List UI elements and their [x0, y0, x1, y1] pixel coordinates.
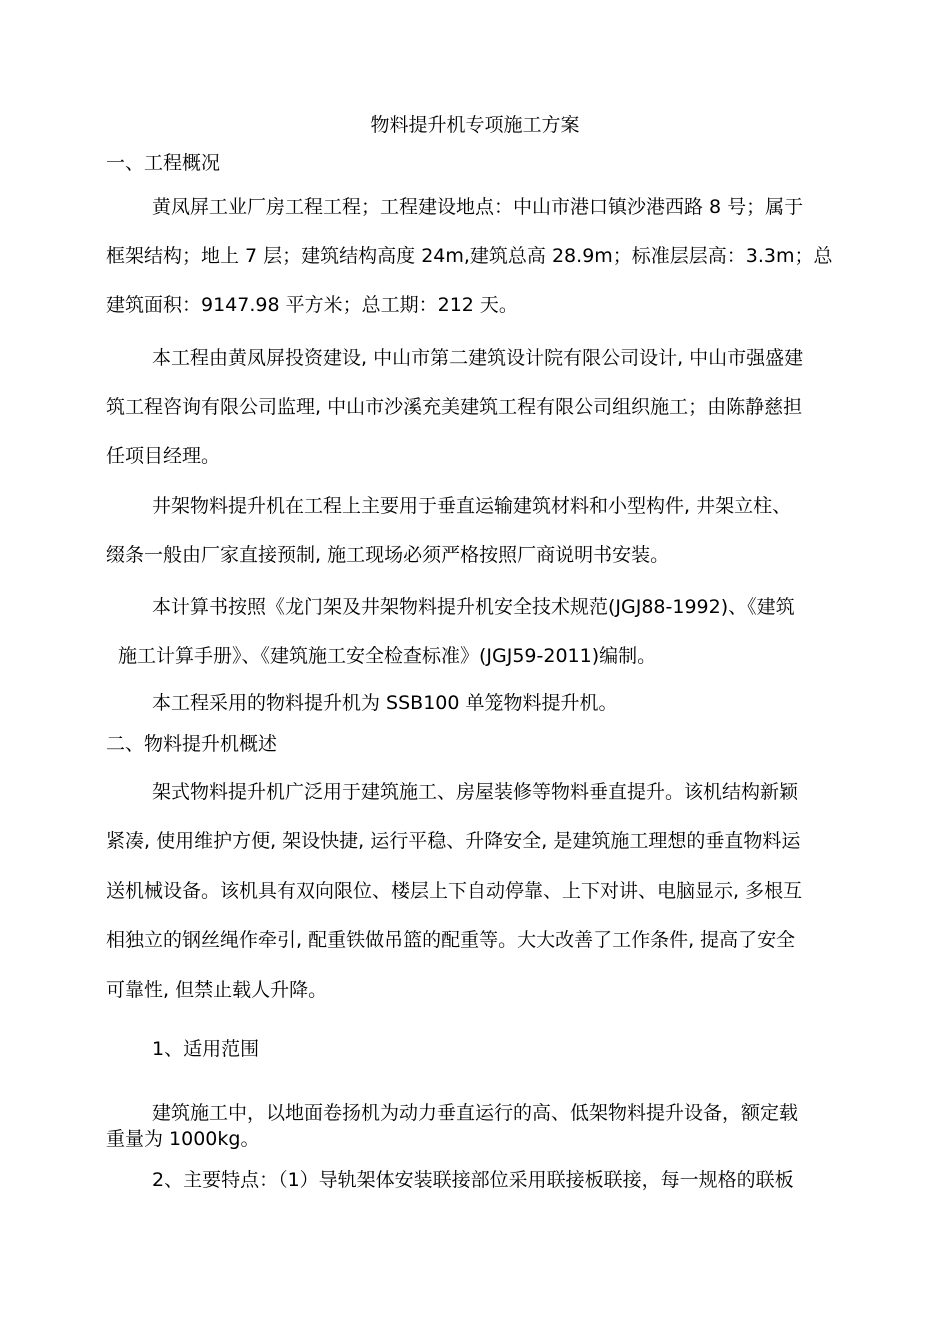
paragraph-line: 施工计算手册》、《建筑施工安全检查标准》(JGJ59-2011)编制。: [118, 645, 657, 667]
paragraph-line: 任项目经理。: [106, 445, 221, 467]
section-heading-2: 二、物料提升机概述: [106, 733, 278, 755]
paragraph-line: 缀条一般由厂家直接预制, 施工现场必须严格按照厂商说明书安装。: [106, 544, 670, 566]
subsection-heading-2: 2、主要特点：（1）导轨架体安装联接部位采用联接板联接，每一规格的联板: [152, 1169, 794, 1191]
paragraph-line: 本工程采用的物料提升机为 SSB100 单笼物料提升机。: [152, 692, 618, 714]
paragraph-line: 紧凑, 使用维护方便, 架设快捷, 运行平稳、升降安全, 是建筑施工理想的垂直物料运: [106, 830, 801, 852]
paragraph-line: 黄凤屏工业厂房工程工程；工程建设地点：中山市港口镇沙港西路 8 号；属于: [152, 196, 804, 218]
paragraph-line: 框架结构；地上 7 层；建筑结构高度 24m,建筑总高 28.9m；标准层层高：3.3m；总: [106, 245, 833, 267]
paragraph-line: 建筑面积：9147.98 平方米；总工期：212 天。: [106, 294, 518, 316]
paragraph-line: 筑工程咨询有限公司监理, 中山市沙溪充美建筑工程有限公司组织施工；由陈静慈担: [106, 396, 803, 418]
paragraph-line: 本工程由黄凤屏投资建设, 中山市第二建筑设计院有限公司设计, 中山市强盛建: [152, 347, 804, 369]
subsection-heading-1: 1、适用范围: [152, 1038, 260, 1060]
paragraph-line: 重量为 1000kg。: [106, 1128, 260, 1150]
paragraph-line: 建筑施工中，以地面卷扬机为动力垂直运行的高、低架物料提升设备，额定载: [152, 1102, 799, 1124]
paragraph-line: 架式物料提升机广泛用于建筑施工、房屋装修等物料垂直提升。该机结构新颖: [152, 781, 799, 803]
paragraph-line: 相独立的钢丝绳作牵引, 配重铁做吊篮的配重等。大大改善了工作条件, 提高了安全: [106, 929, 796, 951]
paragraph-line: 可靠性, 但禁止载人升降。: [106, 979, 328, 1001]
paragraph-line: 送机械设备。该机具有双向限位、楼层上下自动停靠、上下对讲、电脑显示, 多根互: [106, 880, 803, 902]
paragraph-line: 本计算书按照《龙门架及井架物料提升机安全技术规范(JGJ88-1992)、《建筑: [152, 596, 795, 618]
section-heading-1: 一、工程概况: [106, 152, 221, 174]
page-title: 物料提升机专项施工方案: [370, 114, 580, 136]
paragraph-line: 井架物料提升机在工程上主要用于垂直运输建筑材料和小型构件, 井架立柱、: [152, 495, 792, 517]
